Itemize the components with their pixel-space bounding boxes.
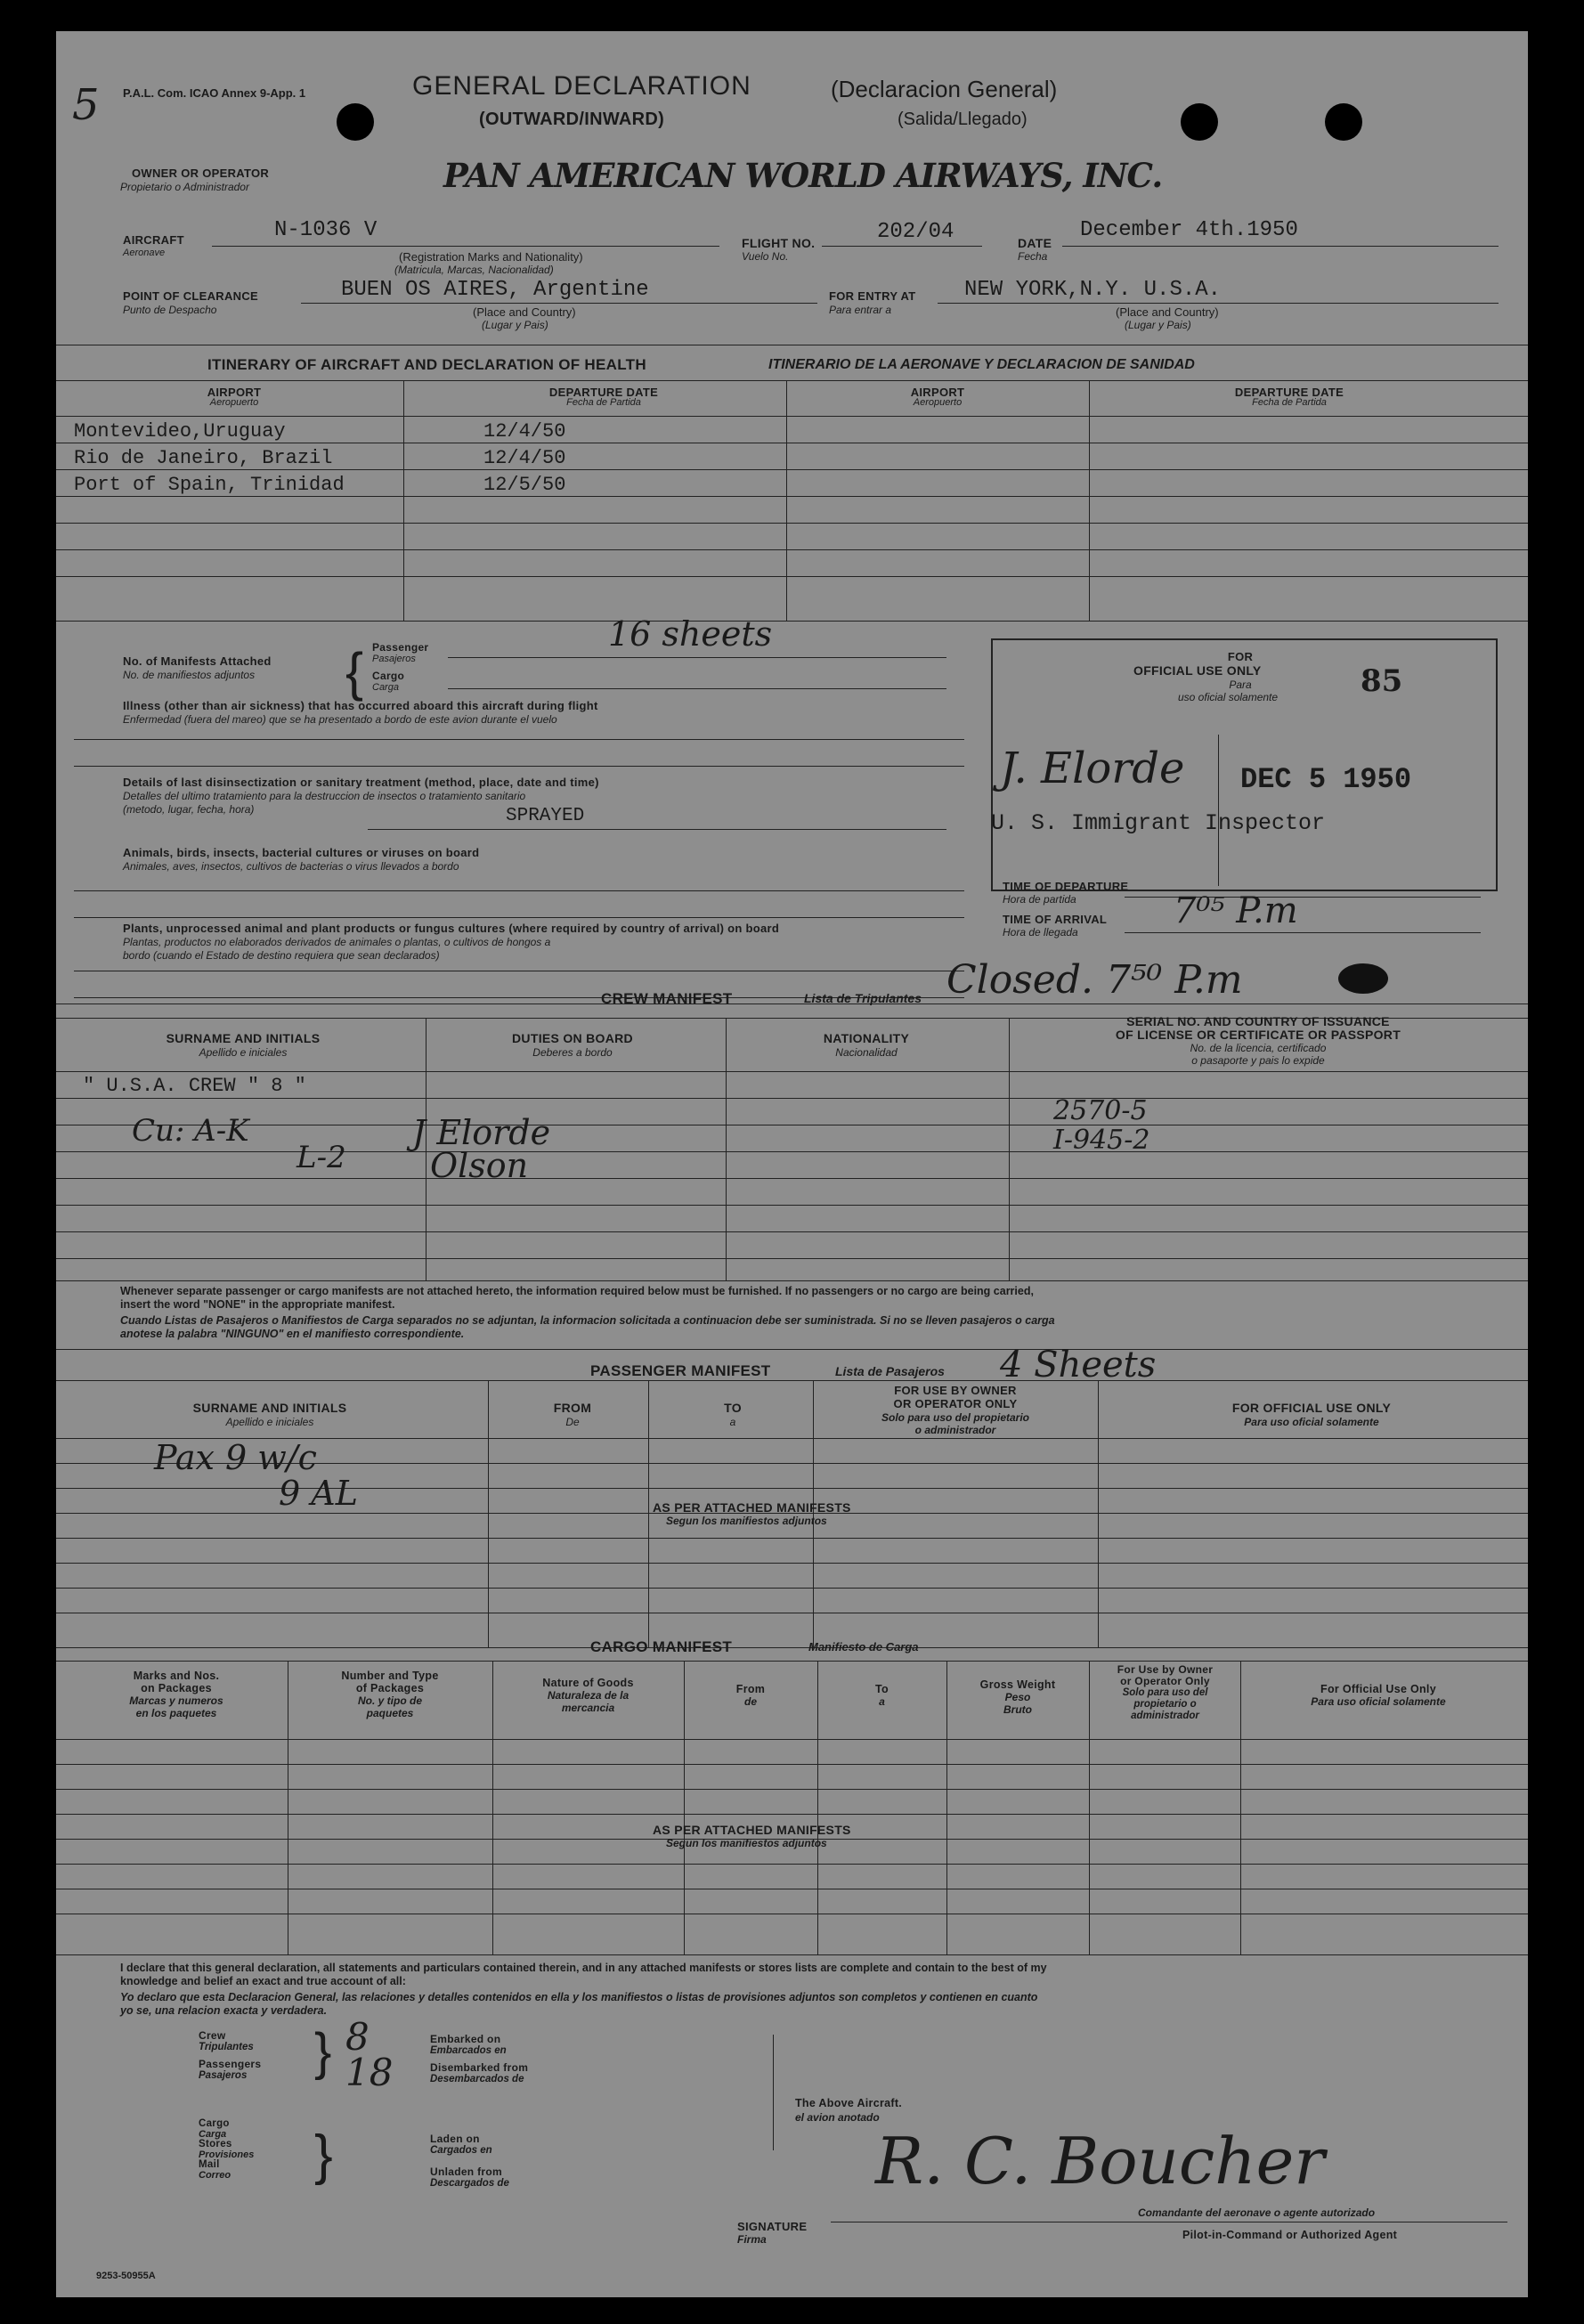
crew-col-duties-es: Deberes a bordo [532,1046,613,1059]
stamp-inspector: U. S. Immigrant Inspector [991,810,1326,836]
punch-hole [337,103,374,141]
crew-col-surname-es: Apellido e iniciales [199,1046,288,1059]
itin-col-departure: DEPARTURE DATE [548,386,659,399]
declaration-es-2: yo se, una relacion exacta y verdadera. [120,2004,328,2017]
disinsect-label: Details of last disinsectization or sanitary treatment (method, place, date and time) [123,776,599,789]
crew-signature-1: J Elorde [412,1113,551,1152]
crew-row-2: Cu: A-K [132,1113,249,1149]
official-label: OFFICIAL USE ONLY [1133,663,1262,678]
crew-heading: CREW MANIFEST [601,990,733,1007]
stamp-date: DEC 5 1950 [1240,763,1412,796]
brace-icon: } [314,2023,332,2081]
commander-label-es: Comandante del aeronave o agente autorizado [1138,2206,1376,2219]
cargo-col-owner-en: For Use by Owner [1117,1663,1214,1676]
disembarked-label: Disembarked from [430,2061,529,2074]
itin-col-airport: AIRPORT [207,386,262,399]
signature-label: SIGNATURE [737,2220,808,2233]
disinsect-value: SPRAYED [506,806,585,826]
pax-attached-es: Segun los manifiestos adjuntos [666,1515,827,1527]
manifests-passenger-value: 16 sheets [608,614,773,654]
cargo-col-owner-es-2: propietario o [1133,1699,1197,1710]
cargo-col-to-en: To [875,1683,889,1695]
manifests-label: No. of Manifests Attached [123,654,272,668]
title-es: (Declaracion General) [831,76,1058,102]
cargo-label: Cargo [372,670,405,682]
pax-entry-1: Pax 9 w/c [154,1438,317,1477]
cargo-col-weight-es-2: Bruto [1003,1703,1032,1716]
punch-hole [1325,103,1362,141]
official-for: FOR [1227,650,1254,663]
crew-col-nationality: NATIONALITY [823,1031,910,1045]
above-aircraft-label-es: el avion anotado [795,2111,880,2124]
crew-closed-note: Closed. 7⁵⁰ P.m [946,957,1243,1003]
cargo-col-to-es: a [879,1695,885,1708]
illness-label-es: Enfermedad (fuera del mareo) que se ha presentado a bordo de este avion durante el vuelo [123,713,557,726]
illness-label: Illness (other than air sickness) that has occurred aboard this aircraft during flight [123,699,598,712]
cargo-attached: AS PER ATTACHED MANIFESTS [653,1823,851,1837]
notice-es-2: anotese la palabra "NINGUNO" en el manifiesto correspondiente. [120,1328,465,1340]
ink-smudge [1338,963,1388,994]
cargo-col-owner [1092,1664,1239,1722]
crew-col-serial-2: OF LICENSE OR CERTIFICATE OR PASSPORT [1115,1028,1401,1042]
declaration-en-2: knowledge and belief an exact and true account of all: [120,1975,406,1987]
itin-col-airport-2: AIRPORT [910,386,965,399]
pax-col-owner-es: Solo para uso del propietario [881,1411,1030,1424]
departure-time-label-es: Hora de partida [1003,893,1076,906]
notice-en: Whenever separate passenger or cargo manifests are not attached hereto, the information required below must be furnished. If no passengers or no cargo are being carried, [120,1285,1034,1297]
disinsect-label-es-2: (metodo, lugar, fecha, hora) [123,803,255,816]
cargo-col-nature-es-2: mercancia [561,1702,615,1714]
clearance-label-es: Punto de Despacho [123,304,217,316]
decl-crew-label: Crew [199,2029,226,2042]
passenger-label-es: Pasajeros [372,654,416,664]
commander-signature: R. C. Boucher [875,2124,1325,2198]
aircraft-caption-es: (Matricula, Marcas, Nacionalidad) [394,264,554,276]
official-label-es-2: uso oficial solamente [1178,691,1279,703]
pax-col-owner-2: OR OPERATOR ONLY [893,1397,1018,1410]
pax-col-official-es: Para uso oficial solamente [1244,1416,1379,1428]
pax-col-owner-es-2: o administrador [914,1424,996,1436]
brace-icon: { [345,642,364,702]
cargo-col-packages [292,1670,488,1719]
title-sub-es: (Salida/Llegado) [898,110,1028,129]
signature-label-es: Firma [737,2233,767,2246]
cargo-col-owner-es-3: administrador [1131,1710,1199,1721]
unladen-label-es: Descargados de [430,2178,509,2189]
form-number: 9253-50955A [96,2271,156,2281]
cargo-col-marks-en: Marks and Nos. [133,1670,220,1682]
pax-col-official: FOR OFFICIAL USE ONLY [1231,1401,1392,1415]
cargo-col-marks-es-2: en los paquetes [135,1707,217,1719]
flight-label-es: Vuelo No. [742,250,789,263]
official-number: 85 [1361,663,1403,699]
disinsect-label-es: Detalles del ultimo tratamiento para la destruccion de insectos o tratamiento sanitario [123,790,526,802]
cargo-col-packages-en: Number and Type [341,1670,439,1682]
passenger-sheets: 4 Sheets [1000,1345,1157,1385]
date-label: DATE [1018,236,1052,250]
pax-col-owner: FOR USE BY OWNER [894,1384,1017,1397]
pax-col-surname-es: Apellido e iniciales [225,1416,314,1428]
arrival-time-label-es: Hora de llegada [1003,926,1078,939]
punch-hole [1181,103,1218,141]
plants-label-es: Plantas, productos no elaborados derivados de animales o plantas, o cultivos de hongos a [123,936,551,948]
decl-pass-label-es: Pasajeros [199,2070,248,2081]
official-label-es: Para [1229,679,1252,691]
aircraft-label-es: Aeronave [123,248,166,258]
declaration-sheet [56,31,1528,2297]
crew-signature-2: Olson [430,1146,529,1185]
cargo-col-official [1245,1683,1512,1708]
itin-col-airport-es: Aeropuerto [209,397,259,408]
decl-pass-value: 18 [345,2051,394,2094]
pax-col-to: TO [724,1401,742,1415]
aircraft-value: N-1036 V [274,218,378,242]
animals-label: Animals, birds, insects, bacterial cultures or viruses on board [123,846,480,859]
cargo-col-packages-en-2: of Packages [355,1682,425,1694]
brace-icon: } [314,2125,333,2186]
cargo-stores-mail-labels [199,2119,254,2181]
cargo-col-marks [74,1670,279,1719]
decl-crew-value: 8 [345,2015,370,2059]
cargo-col-packages-es-2: paquetes [366,1707,414,1719]
itin-col-departure-es: Fecha de Partida [566,397,641,408]
owner-label: OWNER OR OPERATOR [132,167,270,180]
owner-label-es: Propietario o Administrador [120,181,249,193]
disembarked-label-es: Desembarcados de [430,2074,524,2084]
manifests-label-es: No. de manifiestos adjuntos [123,669,256,681]
cargo-col-packages-es: No. y tipo de [358,1694,422,1707]
itin-row-airport: Montevideo,Uruguay [74,420,286,443]
crew-serial-2: I-945-2 [1053,1125,1150,1156]
passenger-heading-es: Lista de Pasajeros [835,1364,945,1378]
cargo-col-weight-en: Gross Weight [979,1678,1056,1691]
departure-time-label: TIME OF DEPARTURE [1003,880,1129,893]
decl-mail-label-es: Correo [199,2169,232,2181]
itinerary-heading: ITINERARY OF AIRCRAFT AND DECLARATION OF HEALTH [207,356,646,373]
cargo-col-owner-en-2: or Operator Only [1120,1675,1210,1687]
crew-col-surname: SURNAME AND INITIALS [166,1031,321,1045]
date-label-es: Fecha [1018,250,1048,263]
pax-col-from-es: De [565,1416,580,1428]
cargo-col-weight [951,1678,1084,1716]
owner-value: PAN AMERICAN WORLD AIRWAYS, INC. [443,156,1163,195]
arrival-time-value: 7⁰⁵ P.m [1174,890,1298,931]
plants-label-es-2: bordo (cuando el Estado de destino requiera que sean declarados) [123,949,440,962]
date-value: December 4th.1950 [1080,218,1298,242]
laden-label-es: Cargados en [430,2145,492,2156]
flight-value: 202/04 [877,220,954,244]
pax-col-surname: SURNAME AND INITIALS [192,1401,347,1415]
itin-row-date: 12/4/50 [483,447,566,469]
cargo-col-to [822,1683,942,1708]
crew-col-nationality-es: Nacionalidad [835,1046,898,1059]
pax-entry-2: 9 AL [279,1474,358,1513]
decl-cargo-label-es: Carga [199,2128,227,2140]
cargo-col-official-es: Para uso oficial solamente [1311,1695,1446,1708]
aircraft-label: AIRCRAFT [123,233,184,247]
pax-col-to-es: a [729,1416,736,1428]
crew-row-3: L-2 [296,1140,346,1175]
notice-en-2: insert the word "NONE" in the appropriate manifest. [120,1298,395,1311]
cargo-col-nature-en: Nature of Goods [542,1677,634,1689]
crew-col-serial: SERIAL NO. AND COUNTRY OF ISSUANCE [1126,1014,1390,1028]
pax-col-from: FROM [553,1401,592,1415]
cargo-col-nature [497,1677,679,1714]
clearance-caption-es: (Lugar y Pais) [482,319,548,331]
itin-row-airport: Port of Spain, Trinidad [74,474,345,496]
crew-col-serial-es: No. de la licencia, certificado [1190,1042,1327,1054]
margin-mark: 5 [72,80,100,130]
crew-col-serial-es-2: o pasaporte y pais lo expide [1191,1054,1325,1067]
entry-caption-es: (Lugar y Pais) [1125,319,1191,331]
cargo-col-from-en: From [735,1683,766,1695]
decl-stores-label: Stores [199,2139,232,2149]
passenger-heading: PASSENGER MANIFEST [590,1362,771,1379]
entry-value: NEW YORK,N.Y. U.S.A. [964,278,1222,302]
plants-label: Plants, unprocessed animal and plant products or fungus cultures (where required by country of arrival) on board [123,922,780,935]
notice-es: Cuando Listas de Pasajeros o Manifiestos de Carga separados no se adjuntan, la informacion solicitada a continuacion debe ser suministrada. Si no se lleven pasajeros o carga [120,1314,1055,1327]
declaration-es: Yo declaro que esta Declaracion General, las relaciones y detalles contenidos en ella y los manifiestos o listas de provisiones adjuntos son completos y contienen en cuanto [120,1991,1038,2003]
passenger-label: Passenger [372,641,429,654]
embarked-label: Embarked on [430,2033,501,2045]
above-aircraft-label: The Above Aircraft. [795,2097,903,2109]
cargo-col-official-en: For Official Use Only [1320,1683,1436,1695]
crew-col-duties: DUTIES ON BOARD [512,1031,633,1045]
crew-serial-1: 2570-5 [1053,1095,1148,1126]
title-sub-en: (OUTWARD/INWARD) [479,110,665,129]
flight-label: FLIGHT NO. [742,236,816,250]
clearance-label: POINT OF CLEARANCE [123,289,259,303]
arrival-time-label: TIME OF ARRIVAL [1003,913,1108,926]
crew-row-1: " U.S.A. CREW " 8 " [83,1075,306,1097]
decl-pass-label: Passengers [199,2058,262,2070]
decl-cargo-label: Cargo [199,2118,230,2129]
itin-col-airport-2-es: Aeropuerto [913,397,963,408]
entry-label-es: Para entrar a [829,304,892,316]
cargo-col-from-es: de [743,1695,757,1708]
official-signature: J. Elorde [1000,744,1185,793]
decl-mail-label: Mail [199,2159,220,2170]
cargo-label-es: Carga [372,682,399,693]
commander-label: Pilot-in-Command or Authorized Agent [1182,2229,1398,2241]
itin-row-date: 12/4/50 [483,420,566,443]
cargo-attached-es: Segun los manifiestos adjuntos [666,1837,827,1849]
cargo-heading-es: Manifiesto de Carga [808,1640,919,1654]
cargo-col-from [688,1683,813,1708]
decl-stores-label-es: Provisiones [199,2149,255,2160]
title-en: GENERAL DECLARATION [412,71,751,101]
itin-row-airport: Rio de Janeiro, Brazil [74,447,333,469]
itin-col-departure-2-es: Fecha de Partida [1252,397,1327,408]
cargo-heading: CARGO MANIFEST [590,1638,733,1655]
unladen-label: Unladen from [430,2166,502,2178]
decl-crew-label-es: Tripulantes [199,2042,254,2052]
entry-caption: (Place and Country) [1116,305,1219,319]
cargo-col-marks-es: Marcas y numeros [129,1694,223,1707]
itinerary-heading-es: ITINERARIO DE LA AERONAVE Y DECLARACION DE SANIDAD [768,357,1195,372]
cargo-col-marks-en-2: on Packages [141,1682,212,1694]
entry-label: FOR ENTRY AT [829,289,916,303]
clearance-value: BUEN OS AIRES, Argentine [341,278,649,302]
cargo-col-weight-es: Peso [1004,1691,1031,1703]
crew-heading-es: Lista de Tripulantes [804,991,922,1005]
form-reference: P.A.L. Com. ICAO Annex 9-App. 1 [123,86,306,100]
pax-attached: AS PER ATTACHED MANIFESTS [653,1500,851,1515]
embarked-label-es: Embarcados en [430,2045,507,2056]
itin-col-departure-2: DEPARTURE DATE [1234,386,1344,399]
laden-label: Laden on [430,2133,480,2145]
cargo-col-nature-es: Naturaleza de la [547,1689,630,1702]
itin-row-date: 12/5/50 [483,474,566,496]
cargo-col-owner-es: Solo para uso del [1122,1687,1208,1698]
aircraft-caption: (Registration Marks and Nationality) [399,250,583,264]
animals-label-es: Animales, aves, insectos, cultivos de bacterias o virus llevados a bordo [123,860,459,873]
declaration-en: I declare that this general declaration, all statements and particulars contained therein, and in any attached manifests or stores lists are complete and contain to the best of my [120,1962,1047,1974]
clearance-caption: (Place and Country) [473,305,576,319]
